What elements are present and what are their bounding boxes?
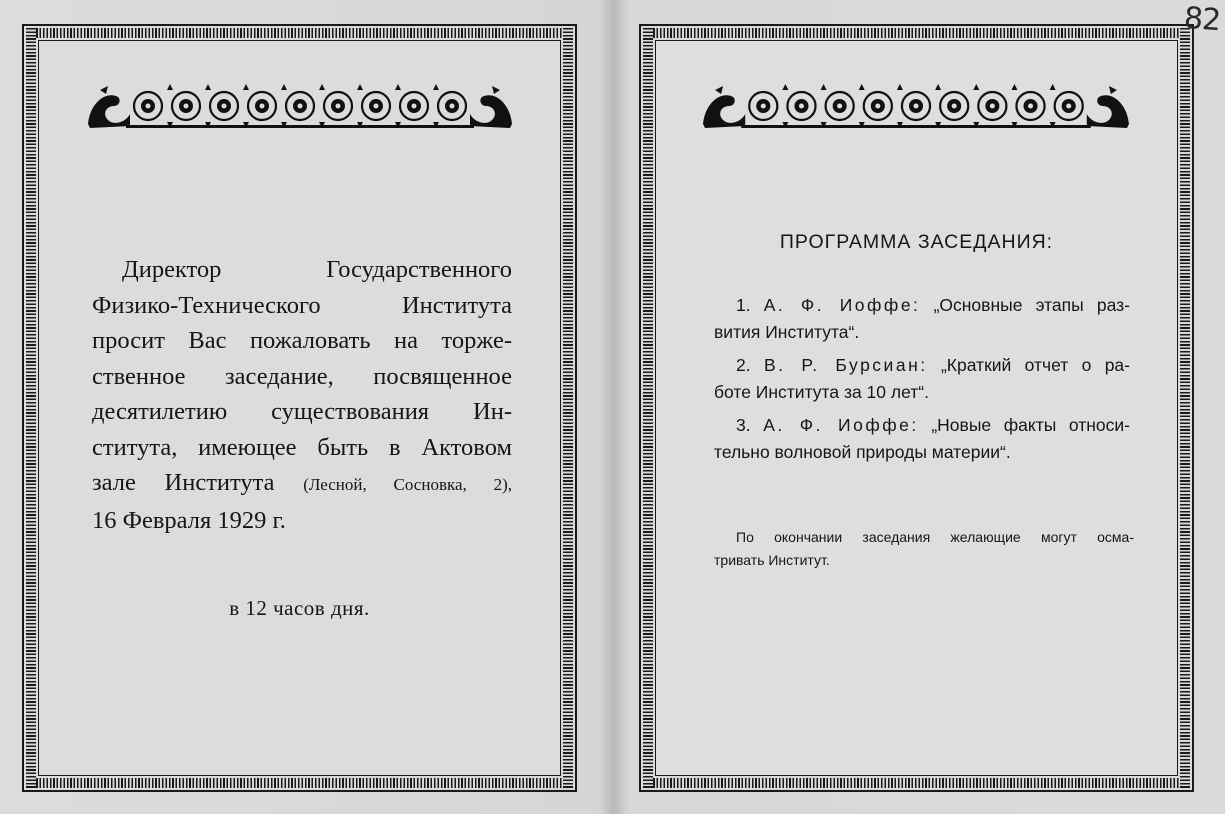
program-item-line: [714, 352, 1130, 379]
program-item-line: тельно волновой природы материи“.: [714, 442, 1011, 462]
hatched-border-left: [643, 28, 653, 788]
invite-line: ственное заседание, посвященное: [92, 362, 512, 390]
program-item-line: боте Института за 10 лет“.: [714, 382, 929, 402]
program-item: [714, 412, 1130, 466]
item-title-start: „Краткий отчет о ра-: [940, 355, 1130, 375]
address-text: (Лесной, Сосновка, 2),: [303, 475, 512, 494]
venue-text: зале Института: [92, 469, 275, 496]
hatched-border-left: [26, 28, 36, 788]
program-item-line: вития Института“.: [714, 322, 860, 342]
program-item-line: [714, 292, 1130, 319]
invitation-text: [92, 252, 512, 538]
hatched-border-bottom: [26, 778, 573, 788]
item-speaker: В. Р. Бурсиан:: [763, 355, 928, 375]
invite-line: Физико-Технического Института: [92, 291, 512, 319]
item-number: 3.: [736, 415, 751, 435]
floral-scroll-ornament-icon: [701, 82, 1131, 132]
item-number: 1.: [736, 295, 751, 315]
invite-date: 16 Февраля 1929 г.: [92, 506, 286, 534]
floral-scroll-ornament-icon: [86, 82, 514, 132]
hatched-border-right: [1180, 28, 1190, 788]
invite-line: Директор Государственного: [122, 256, 512, 283]
invite-line: десятилетию существования Ин-: [92, 398, 512, 425]
event-time: в 12 часов дня.: [229, 596, 370, 620]
program-item-line: [714, 412, 1130, 439]
note-line: По окончании заседания желающие могут осма-: [736, 529, 1134, 545]
hatched-border-right: [563, 28, 573, 788]
hatched-border-top: [26, 28, 573, 38]
fold-gutter: [598, 0, 628, 814]
handwritten-page-number: 82: [1182, 0, 1222, 39]
program-item: [714, 292, 1130, 346]
item-title-start: „Основные этапы раз-: [933, 295, 1130, 315]
item-speaker: А. Ф. Иоффе:: [763, 295, 921, 315]
right-page: [639, 24, 1194, 792]
note-line: тривать Институт.: [714, 552, 830, 568]
hatched-border-bottom: [643, 778, 1190, 788]
left-page: [22, 24, 577, 792]
invite-line-address: [92, 465, 512, 503]
program-title: ПРОГРАММА ЗАСЕДАНИЯ:: [779, 231, 1054, 253]
invite-line: ститута, имеющее быть в Актовом: [92, 433, 512, 461]
item-title-start: „Новые факты относи-: [931, 415, 1130, 435]
program-list: [714, 292, 1130, 472]
invite-line: просит Вас пожаловать на торже-: [92, 327, 512, 354]
item-number: 2.: [736, 355, 751, 375]
program-item: [714, 352, 1130, 406]
closing-note: [714, 526, 1134, 572]
hatched-border-top: [643, 28, 1190, 38]
item-speaker: А. Ф. Иоффе:: [763, 415, 919, 435]
